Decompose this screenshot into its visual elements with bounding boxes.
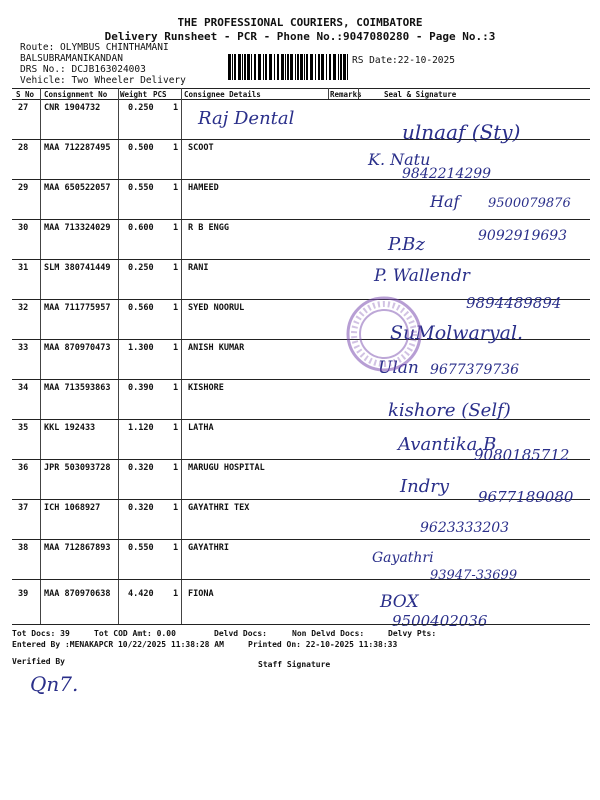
- row-sno: 30: [18, 223, 29, 233]
- row-pcs: 1: [173, 143, 179, 153]
- row-weight: 0.320: [128, 463, 154, 473]
- row-weight: 0.390: [128, 383, 154, 393]
- row-consignment-no: MAA 711775957: [44, 303, 111, 313]
- row-weight: 0.550: [128, 543, 154, 553]
- row-weight: 0.250: [128, 103, 154, 113]
- signature: Avantika.B: [398, 434, 497, 455]
- col-header-weight: Weight: [120, 90, 148, 99]
- row-sno: 31: [18, 263, 29, 273]
- row-consignment-no: MAA 870970473: [44, 343, 111, 353]
- barcode: [228, 54, 350, 80]
- row-weight: 0.500: [128, 143, 154, 153]
- col-header-consignee: Consignee Details: [184, 90, 261, 99]
- verified-by-label: Verified By: [12, 657, 65, 666]
- col-divider: [181, 88, 182, 624]
- row-sno: 36: [18, 463, 29, 473]
- table-header-rule: [12, 99, 590, 100]
- row-pcs: 1: [173, 183, 179, 193]
- company-title: THE PROFESSIONAL COURIERS, COIMBATORE: [177, 16, 423, 29]
- row-sno: 38: [18, 543, 29, 553]
- row-consignment-no: MAA 870970638: [44, 589, 111, 599]
- row-consignment-no: KKL 192433: [44, 423, 96, 433]
- signature: Ulan: [378, 358, 419, 378]
- non-delivered-docs: Non Delvd Docs:: [292, 629, 365, 638]
- signature: P. Wallendr: [374, 266, 470, 286]
- row-consignee: KISHORE: [188, 383, 224, 393]
- signature: kishore (Self): [388, 400, 511, 421]
- row-sno: 32: [18, 303, 29, 313]
- col-divider: [328, 88, 329, 99]
- row-pcs: 1: [173, 463, 179, 473]
- col-divider: [118, 88, 119, 624]
- row-pcs: 1: [173, 543, 179, 553]
- handwritten-phone: 9092919693: [478, 228, 568, 244]
- row-sno: 28: [18, 143, 29, 153]
- col-divider: [358, 88, 359, 99]
- row-weight: 0.550: [128, 183, 154, 193]
- row-pcs: 1: [173, 423, 179, 433]
- col-header-remarks: Remarks: [330, 90, 362, 99]
- row-weight: 1.120: [128, 423, 154, 433]
- row-consignee: GAYATHRI: [188, 543, 229, 553]
- table-bottom-rule: [12, 624, 590, 625]
- signature: Indry: [400, 476, 449, 497]
- col-divider: [40, 88, 41, 624]
- row-weight: 0.600: [128, 223, 154, 233]
- row-consignment-no: MAA 650522057: [44, 183, 111, 193]
- row-pcs: 1: [173, 343, 179, 353]
- handwritten-phone: 9623333203: [420, 520, 510, 536]
- handwritten-phone: 9500402036: [392, 612, 488, 630]
- handwritten-phone-extra: 93947-33699: [430, 568, 518, 583]
- staff-name: BALSUBRAMANIKANDAN: [20, 53, 123, 64]
- rs-date: RS Date:22-10-2025: [352, 55, 455, 66]
- drs-number: DRS No.: DCJB163024003: [20, 64, 146, 75]
- handwritten-phone: 9080185712: [474, 446, 570, 464]
- row-sno: 27: [18, 103, 29, 113]
- total-docs: Tot Docs: 39: [12, 629, 70, 638]
- row-sno: 34: [18, 383, 29, 393]
- signature: Haf: [430, 192, 460, 211]
- row-consignment-no: MAA 712287495: [44, 143, 111, 153]
- row-sno: 29: [18, 183, 29, 193]
- handwritten-phone: 9500079876: [488, 196, 571, 211]
- row-weight: 4.420: [128, 589, 154, 599]
- row-sno: 39: [18, 589, 29, 599]
- row-sno: 33: [18, 343, 29, 353]
- row-sno: 35: [18, 423, 29, 433]
- route-label: Route: OLYMBUS CHINTHAMANI: [20, 42, 169, 53]
- row-consignee: SCOOT: [188, 143, 214, 153]
- row-consignment-no: MAA 713324029: [44, 223, 111, 233]
- signature: ulnaaf (Sty): [402, 120, 521, 144]
- col-header-seal: Seal & Signature: [384, 90, 457, 99]
- row-consignment-no: MAA 713593863: [44, 383, 111, 393]
- vehicle-label: Vehicle: Two Wheeler Delivery: [20, 75, 186, 86]
- row-pcs: 1: [173, 303, 179, 313]
- row-pcs: 1: [173, 503, 179, 513]
- row-pcs: 1: [173, 383, 179, 393]
- row-consignee: MARUGU HOSPITAL: [188, 463, 265, 473]
- handwritten-phone: 9677379736: [430, 362, 520, 378]
- row-consignment-no: MAA 712867893: [44, 543, 111, 553]
- signature: SuMolwaryal.: [390, 322, 524, 344]
- handwritten-phone: 9677189080: [478, 488, 574, 506]
- signature: BOX: [380, 592, 419, 612]
- signature: Gayathri: [372, 550, 434, 566]
- row-rule: [12, 579, 590, 580]
- row-weight: 0.560: [128, 303, 154, 313]
- total-cod: Tot COD Amt: 0.00: [94, 629, 176, 638]
- row-weight: 1.300: [128, 343, 154, 353]
- entered-by: Entered By :MENAKAPCR 10/22/2025 11:38:28 AM: [12, 640, 224, 649]
- col-header-pcs: PCS: [153, 90, 167, 99]
- table-top-rule: [12, 88, 590, 89]
- row-pcs: 1: [173, 263, 179, 273]
- row-consignee: HAMEED: [188, 183, 219, 193]
- col-header-sno: S No: [16, 90, 35, 99]
- row-sno: 37: [18, 503, 29, 513]
- row-rule: [12, 539, 590, 540]
- row-pcs: 1: [173, 223, 179, 233]
- row-consignee: LATHA: [188, 423, 214, 433]
- row-pcs: 1: [173, 103, 179, 113]
- row-rule: [12, 139, 590, 140]
- row-rule: [12, 179, 590, 180]
- signature: K. Natu: [368, 150, 431, 169]
- row-consignee: FIONA: [188, 589, 214, 599]
- handwritten-phone: 9842214299: [402, 166, 492, 182]
- row-consignee: GAYATHRI TEX: [188, 503, 250, 513]
- staff-signature-label: Staff Signature: [258, 660, 331, 669]
- delivery-points: Delvy Pts:: [388, 629, 437, 638]
- row-consignee: RANI: [188, 263, 209, 273]
- verifier-initials: Qn7.: [30, 672, 79, 696]
- delivered-docs: Delvd Docs:: [214, 629, 267, 638]
- row-consignment-no: JPR 503093728: [44, 463, 111, 473]
- row-rule: [12, 379, 590, 380]
- row-consignment-no: CNR 1904732: [44, 103, 101, 113]
- row-weight: 0.320: [128, 503, 154, 513]
- row-consignee: ANISH KUMAR: [188, 343, 245, 353]
- handwritten-consignee: Raj Dental: [198, 108, 295, 129]
- row-rule: [12, 259, 590, 260]
- row-consignee: R B ENGG: [188, 223, 229, 233]
- row-weight: 0.250: [128, 263, 154, 273]
- runsheet-subtitle: Delivery Runsheet - PCR - Phone No.:9047080280 - Page No.:3: [104, 30, 496, 43]
- signature: P.Bz: [388, 234, 425, 255]
- row-consignment-no: SLM 380741449: [44, 263, 111, 273]
- col-header-consignment: Consignment No: [44, 90, 108, 99]
- seal-stamp: [345, 295, 423, 373]
- row-consignee: SYED NOORUL: [188, 303, 245, 313]
- row-rule: [12, 219, 590, 220]
- handwritten-phone: 9894489894: [466, 294, 562, 312]
- row-consignment-no: ICH 1068927: [44, 503, 101, 513]
- printed-on: Printed On: 22-10-2025 11:38:33: [248, 640, 398, 649]
- row-pcs: 1: [173, 589, 179, 599]
